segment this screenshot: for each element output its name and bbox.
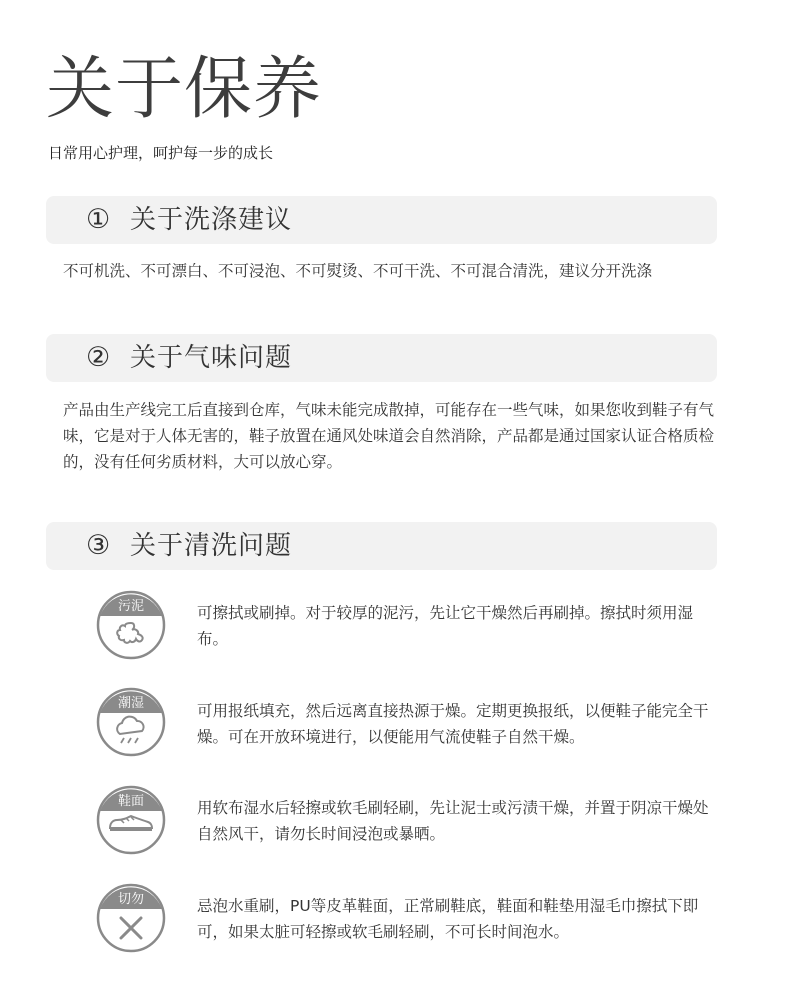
icon-label: 切勿 <box>117 892 145 907</box>
washing-advice-text: 不可机洗、不可漂白、不可浸泡、不可熨烫、不可干洗、不可混合清洗，建议分开洗涤 <box>63 262 653 280</box>
section-title: 关于气味问题 <box>130 343 293 373</box>
mud-advice-text: 可擦拭或刷掉。对于较厚的泥污，先让它干燥然后再刷掉。擦拭时须用湿布。 <box>197 604 694 648</box>
section-number: ① <box>86 204 111 235</box>
section-number: ③ <box>86 530 111 561</box>
section-header-odor <box>46 334 717 382</box>
cross-icon <box>96 883 166 953</box>
section-header-cleaning <box>46 522 717 570</box>
section-header-washing <box>46 196 717 244</box>
section-title: 关于清洗问题 <box>130 531 293 561</box>
shoe-icon <box>96 785 166 855</box>
upper-advice-text: 用软布湿水后轻擦或软毛刷轻刷，先让泥士或污渍干燥，并置于阴凉干燥处自然风干，请勿长时间浸泡或暴晒。 <box>197 799 709 843</box>
page-title: 关于保养 <box>46 50 323 129</box>
section-number: ② <box>86 342 111 373</box>
odor-text: 产品由生产线完工后直接到仓库，气味未能完成散掉，可能存在一些气味，如果您收到鞋子有气味，它是对于人体无害的，鞋子放置在通风处味道会自然消除，产品都是通过国家认证合格质检的，没有任何劣质材料，大可以放心穿。 <box>63 401 715 471</box>
stain-icon <box>96 590 166 660</box>
damp-advice-text: 可用报纸填充，然后远离直接热源于燥。定期更换报纸，以便鞋子能完全干燥。可在开放环境进行，以便能用气流使鞋子自然干燥。 <box>197 702 709 746</box>
icon-label: 潮湿 <box>117 696 145 711</box>
cloud-rain-icon <box>96 687 166 757</box>
never-advice-text: 忌泡水重刷，PU等皮革鞋面，正常刷鞋底，鞋面和鞋垫用湿毛巾擦拭下即可，如果太脏可轻擦或软毛刷轻刷，不可长时间泡水。 <box>197 897 699 941</box>
icon-label: 鞋面 <box>117 794 145 809</box>
icon-label: 污泥 <box>117 599 145 614</box>
page-subtitle: 日常用心护理，呵护每一步的成长 <box>48 144 274 162</box>
section-title: 关于洗涤建议 <box>130 205 293 235</box>
